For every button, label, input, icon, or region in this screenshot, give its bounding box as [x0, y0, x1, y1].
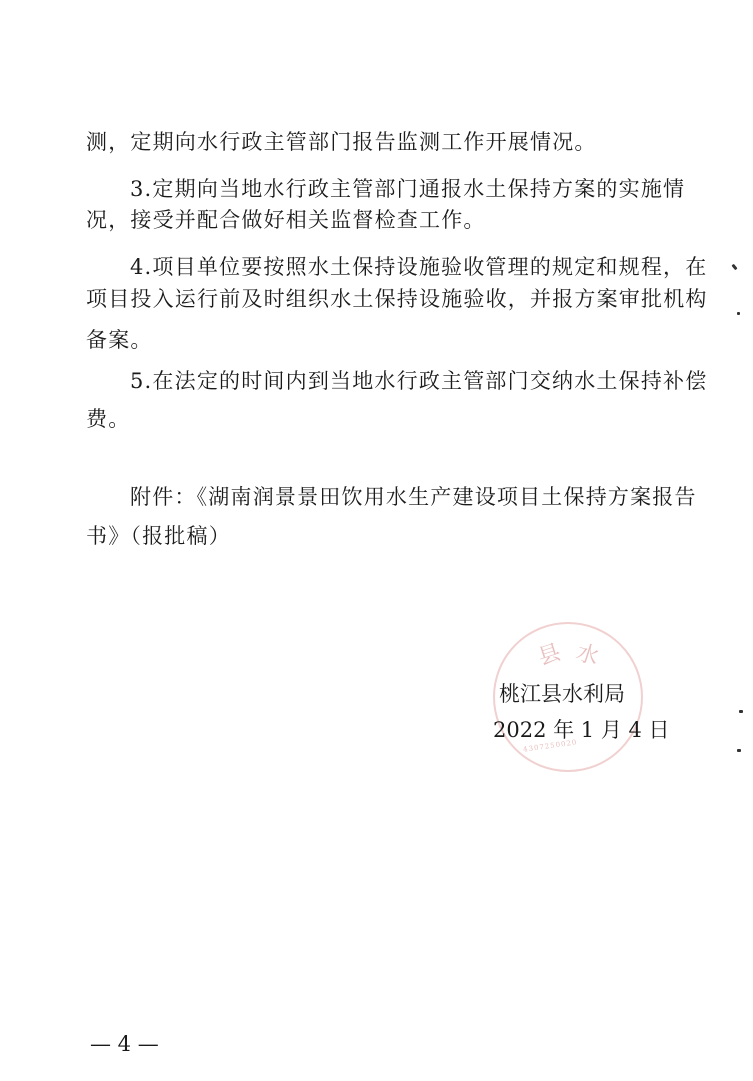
scan-speck — [737, 312, 740, 315]
seal-char-2: 水 — [573, 640, 602, 671]
scan-speck — [739, 710, 743, 713]
page-number: — 4 — — [90, 1032, 159, 1056]
seal-char-1: 县 — [535, 640, 564, 671]
body-line-2: 3.定期向当地水行政主管部门通报水土保持方案的实施情 — [130, 177, 686, 201]
signature-date: 2022 年 1 月 4 日 — [493, 718, 670, 742]
body-line-8: 费。 — [86, 407, 131, 431]
body-line-1: 测，定期向水行政主管部门报告监测工作开展情况。 — [86, 130, 597, 154]
body-line-6: 备案。 — [86, 328, 153, 352]
seal-code: 4307250020 — [522, 738, 578, 754]
body-line-4: 4.项目单位要按照水土保持设施验收管理的规定和规程，在 — [130, 255, 708, 279]
body-line-3: 况，接受并配合做好相关监督检查工作。 — [86, 208, 486, 232]
scan-speck — [731, 264, 737, 271]
signature-org: 桃江县水利局 — [499, 682, 625, 706]
body-line-5: 项目投入运行前及时组织水土保持设施验收，并报方案审批机构 — [86, 287, 708, 311]
scan-speck — [737, 749, 741, 752]
attachment-line-2: 书》（报批稿） — [86, 524, 231, 548]
body-line-7: 5.在法定的时间内到当地水行政主管部门交纳水土保持补偿 — [130, 369, 708, 393]
attachment-line-1: 附件：《湖南润景景田饮用水生产建设项目土保持方案报告 — [130, 485, 697, 509]
